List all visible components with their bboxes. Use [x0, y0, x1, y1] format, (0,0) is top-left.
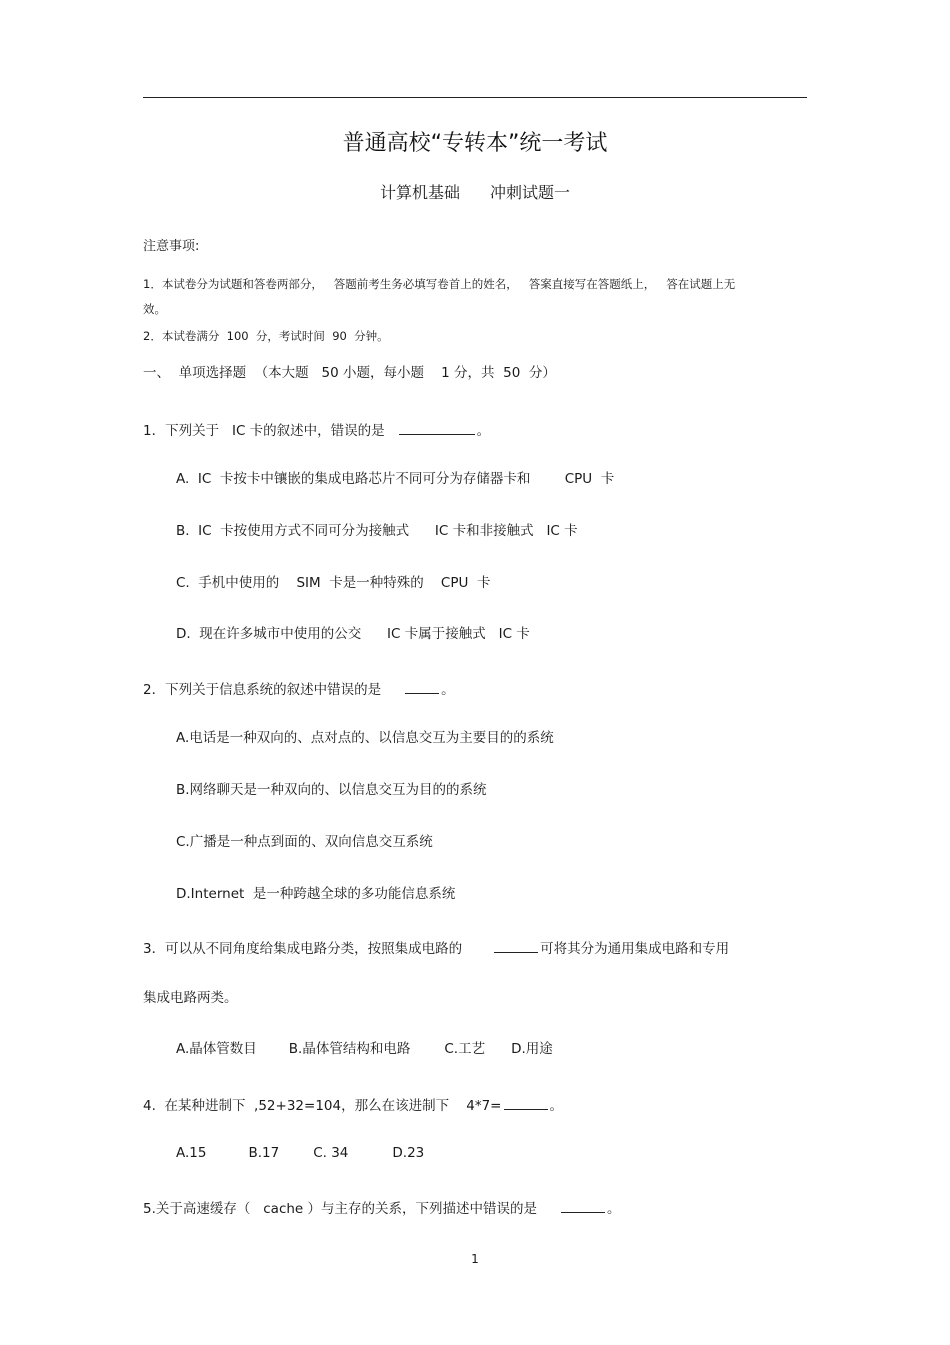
- q1-option-b: B. IC 卡按使用方式不同可分为接触式 IC 卡和非接触式 IC 卡: [176, 523, 578, 539]
- q3-option-b: B.晶体管结构和电路: [288, 1041, 411, 1057]
- question-4-stem: 4. 在某种进制下 ,52+32=104，那么在该进制下 4*7= 。: [143, 1098, 563, 1114]
- exam-subtitle: [0, 185, 950, 201]
- q4-option-d: D.23: [392, 1145, 425, 1161]
- subject-name: 计算机基础: [379, 183, 460, 202]
- q3-option-a: A.晶体管数目: [176, 1041, 257, 1057]
- q1-option-a: A. IC 卡按卡中镶嵌的集成电路芯片不同可分为存储器卡和 CPU 卡: [176, 471, 615, 487]
- paper-name: 冲刺试题一: [490, 183, 571, 202]
- answer-blank: [561, 1199, 605, 1213]
- q1-option-c: C. 手机中使用的 SIM 卡是一种特殊的 CPU 卡: [176, 575, 491, 591]
- q2-option-a: A.电话是一种双向的、点对点的、以信息交互为主要目的的系统: [176, 730, 554, 746]
- note-line-2: 2．本试卷满分 100 分，考试时间 90 分钟。: [143, 329, 389, 343]
- exam-title: 普通高校“专转本”统一考试: [342, 131, 608, 156]
- answer-blank: [405, 680, 439, 694]
- answer-blank: [494, 939, 538, 953]
- note-line-1: 1．本试卷分为试题和答卷两部分， 答题前考生务必填写卷首上的姓名， 答案直接写在答题纸上， 答在试题上无: [143, 277, 736, 291]
- q4-options: [176, 1147, 424, 1161]
- question-1-stem: 1．下列关于 IC 卡的叙述中，错误的是 。: [143, 423, 491, 439]
- notes-heading: 注意事项:: [143, 239, 200, 254]
- question-5-stem: 5.关于高速缓存（ cache ）与主存的关系，下列描述中错误的是 。: [143, 1201, 621, 1217]
- q2-option-b: B.网络聊天是一种双向的、以信息交互为目的的系统: [176, 782, 487, 798]
- q1-option-d: D. 现在许多城市中使用的公交 IC 卡属于接触式 IC 卡: [176, 626, 530, 642]
- answer-blank: [399, 421, 475, 435]
- header-rule: [143, 97, 807, 98]
- q3-option-c: C.工艺: [444, 1041, 486, 1057]
- question-3-stem-cont: 集成电路两类。: [143, 990, 238, 1006]
- question-3-stem: 3．可以从不同角度给集成电路分类，按照集成电路的 可将其分为通用集成电路和专用: [143, 941, 730, 957]
- answer-blank: [504, 1096, 548, 1110]
- q4-option-b: B.17: [248, 1145, 280, 1161]
- q4-option-c: C. 34: [313, 1145, 349, 1161]
- q2-option-c: C.广播是一种点到面的、双向信息交互系统: [176, 834, 433, 850]
- q4-option-a: A.15: [176, 1145, 207, 1161]
- question-2-stem: 2．下列关于信息系统的叙述中错误的是 。: [143, 682, 455, 698]
- q2-option-d: D.Internet 是一种跨越全球的多功能信息系统: [176, 886, 456, 902]
- page-number: 1: [471, 1252, 479, 1266]
- q3-options: [176, 1043, 553, 1057]
- section-heading: 一、 单项选择题 （本大题 50 小题，每小题 1 分，共 50 分）: [143, 365, 556, 381]
- q3-option-d: D.用途: [511, 1041, 553, 1057]
- note-line-1-cont: 效。: [143, 302, 166, 316]
